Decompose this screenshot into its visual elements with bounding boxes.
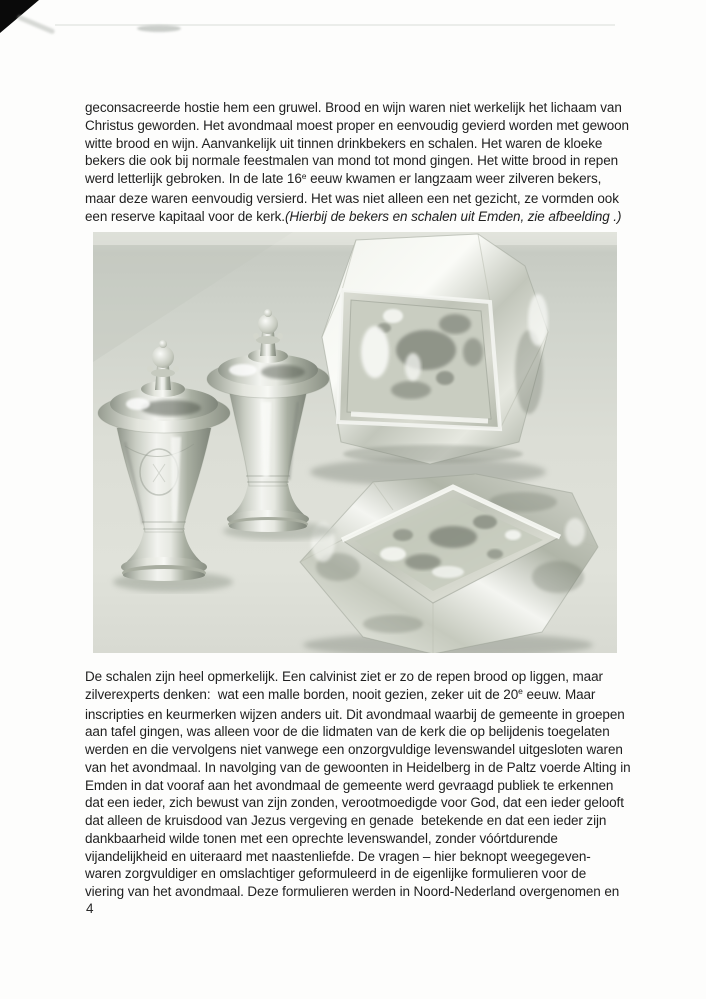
text-line: Christus geworden. Het avondmaal moest proper en eenvoudig gevierd worden met gewoon (85, 117, 629, 133)
text-line: dankbaarheid wilde tonen met een oprechte levenswandel, zonder vóórtdurende (85, 830, 558, 846)
paragraph-schalen (85, 668, 631, 901)
smudge-artifact (137, 25, 181, 32)
text-line: een reserve kapitaal voor de kerk.(Hierbij de bekers en schalen uit Emden, zie afbeelding .) (85, 208, 622, 224)
text-line: inscripties en keurmerken wijzen anders uit. Dit avondmaal waarbij de gemeente in groepen (85, 706, 625, 722)
text-line: werd letterlijk gebroken. In de late 16e eeuw kwamen er langzaam weer zilveren bekers, (85, 170, 602, 186)
text-line: De schalen zijn heel opmerkelijk. Een calvinist ziet er zo de repen brood op liggen, maar (85, 669, 603, 684)
text-line: maar deze waren eenvoudig versierd. Het was niet alleen een net gezicht, ze vormden ook (85, 190, 619, 206)
text-line: bekers die ook bij normale feestmalen van mond tot mond gingen. Het witte brood in repen (85, 153, 619, 169)
text-line: van het avondmaal. In navolging van de gewoonten in Heidelberg in de Paltz voerde Alting in (85, 759, 631, 775)
text-line: geconsacreerde hostie hem een gruwel. Brood en wijn waren niet werkelijk het lichaam van (85, 100, 622, 115)
photo-illustration (93, 232, 617, 653)
text-line: witte brood en wijn. Aanvankelijk uit tinnen drinkbekers en schalen. Het waren de kloeke (85, 135, 603, 151)
text-line: waren zorgvuldiger en omslachtiger geformuleerd in de eigenlijke formulieren voor de (85, 866, 587, 882)
text-line: viering van het avondmaal. Deze formulieren werden in Noord-Nederland overgenomen en (85, 884, 620, 899)
text-line: werden en die vervolgens niet vanwege een onzorgvuldige levenswandel uitgesloten waren (85, 742, 623, 757)
text-line: dat alleen de kruisdood van Jezus vergeving en genade betekende en dat een ieder zijn (85, 813, 607, 828)
photo-communion-silverware (93, 232, 617, 653)
text-line: dat een ieder, zich bewust van zijn zonden, verootmoedigde voor God, dat een ieder gelooft (85, 795, 624, 811)
text-line: zilverexperts denken: wat een malle borden, nooit gezien, zeker uit de 20e eeuw. Maar (85, 686, 596, 702)
paragraph-intro (85, 99, 629, 225)
text-line: aan tafel gingen, was alleen voor de die lidmaten van de kerk die op belijdenis toegelaten (85, 724, 610, 740)
scan-hairline-artifact (55, 24, 615, 26)
page-number: 4 (86, 901, 94, 916)
text-line: Emden in dat vooraf aan het avondmaal de gemeente werd gevraagd publiek te erkennen (85, 777, 614, 793)
text-line: vijandelijkheid en uiteraard met naastenliefde. De vragen – hier beknopt weegegeven- (85, 848, 591, 864)
